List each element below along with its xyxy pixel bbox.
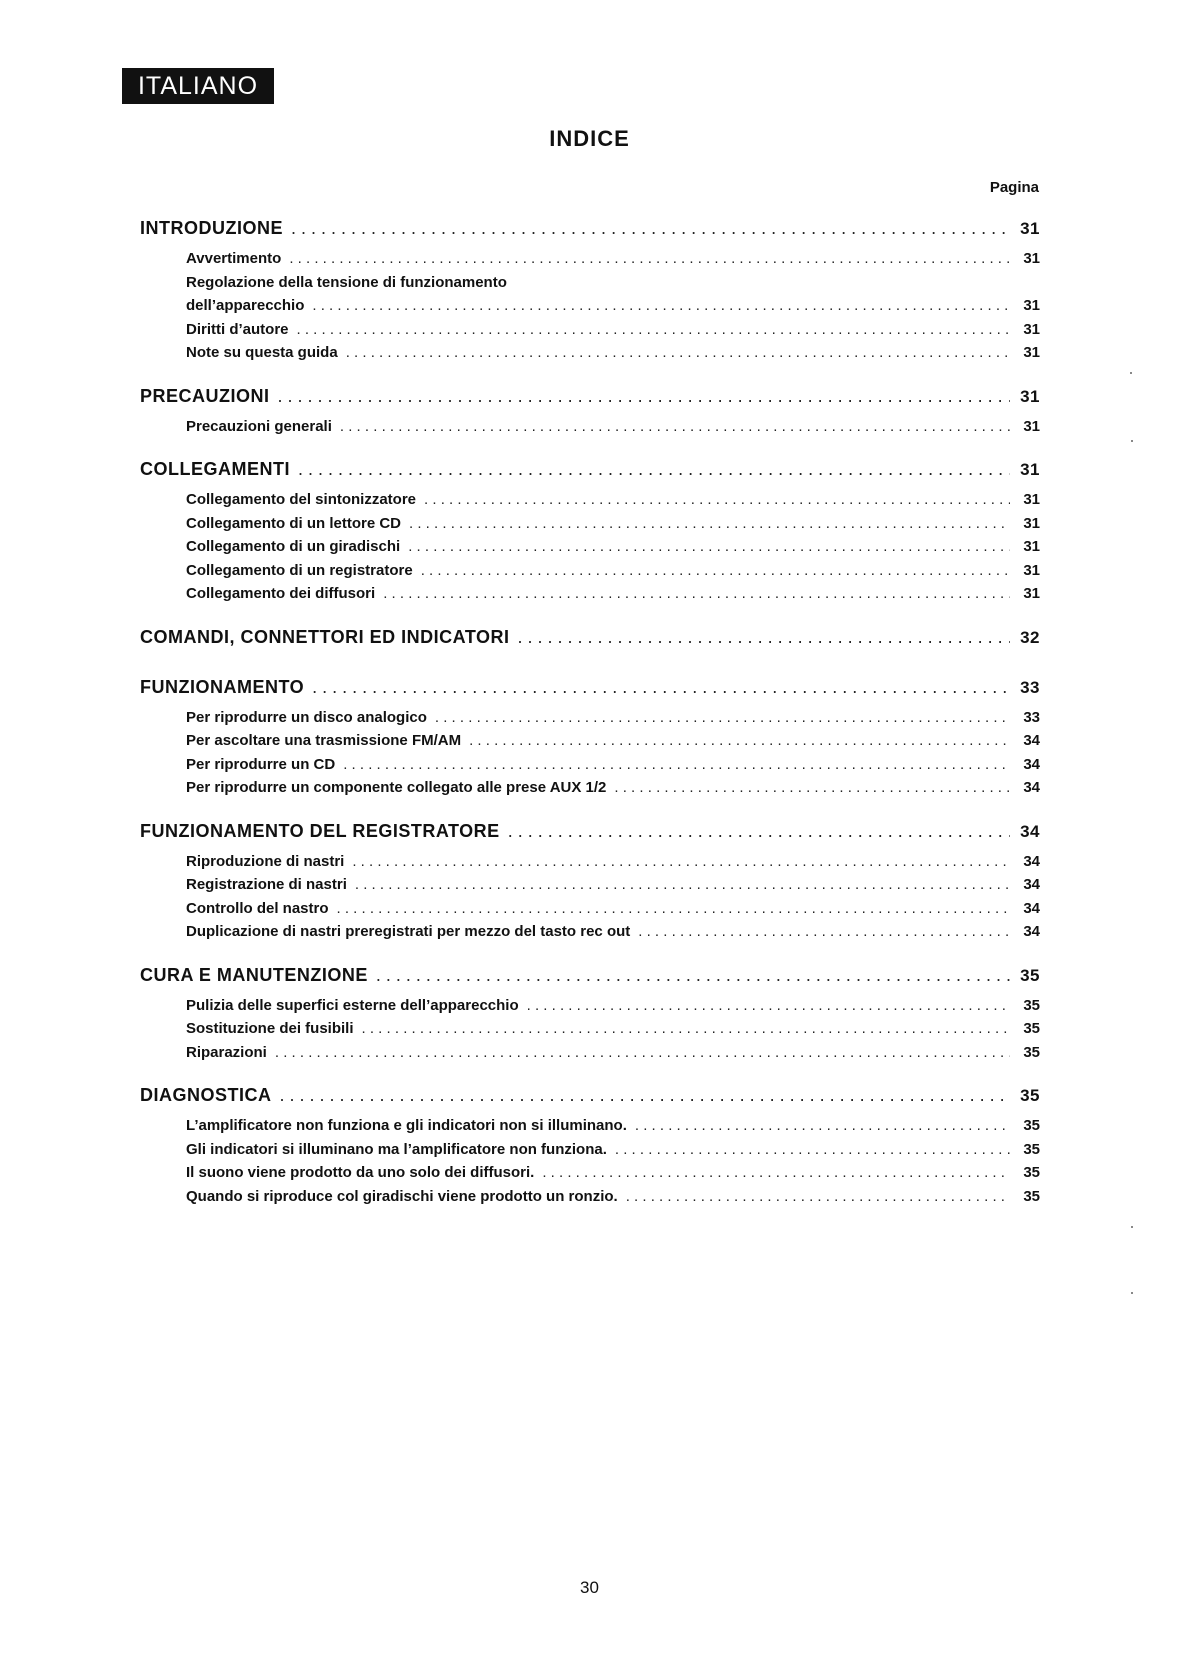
scan-speck [1131, 1226, 1133, 1228]
table-of-contents [140, 218, 1040, 1229]
dot-leader [469, 732, 1010, 749]
toc-entry [140, 491, 1040, 515]
entry-title: Collegamento di un registratore [186, 561, 413, 579]
dot-leader [352, 853, 1010, 870]
dot-leader [508, 821, 1010, 842]
toc-entry [140, 853, 1040, 877]
section-title: FUNZIONAMENTO DEL REGISTRATORE [140, 820, 500, 841]
page-number: 30 [580, 1578, 599, 1597]
entry-title: Riproduzione di nastri [186, 852, 345, 870]
entry-page: 31 [1023, 344, 1040, 361]
section-title: COLLEGAMENTI [140, 459, 290, 479]
entry-page: 31 [1023, 491, 1040, 508]
dot-leader [615, 1141, 1010, 1158]
dot-leader [280, 1085, 1011, 1106]
scan-speck [1130, 372, 1132, 374]
dot-leader [343, 756, 1010, 773]
entry-page: 34 [1023, 732, 1040, 749]
dot-leader [291, 218, 1010, 239]
entry-title: Duplicazione di nastri preregistrati per mezzo del tasto rec out [186, 923, 631, 940]
entry-title: Regolazione della tensione di funzionamento [186, 273, 507, 291]
dot-leader [275, 1044, 1010, 1061]
entry-title: Collegamento di un giradischi [186, 538, 401, 555]
toc-entry [140, 756, 1040, 780]
entry-page: 34 [1023, 899, 1040, 917]
dot-leader [376, 965, 1010, 986]
language-tab: ITALIANO [122, 68, 274, 104]
scan-speck [1131, 440, 1133, 442]
dot-leader [346, 344, 1010, 361]
section-title: INTRODUZIONE [140, 218, 283, 238]
entry-page: 34 [1023, 923, 1040, 940]
toc-section [140, 459, 1040, 609]
entry-page: 35 [1023, 1187, 1040, 1205]
section-page: 35 [1020, 965, 1040, 985]
entry-page: 34 [1023, 779, 1040, 796]
entry-title: Avvertimento [186, 250, 282, 267]
entry-title: Controllo del nastro [186, 899, 329, 917]
toc-entry [140, 538, 1040, 562]
toc-entry [140, 876, 1040, 900]
toc-entry [140, 1044, 1040, 1068]
entry-page: 34 [1023, 852, 1040, 870]
entry-title: Riparazioni [186, 1043, 267, 1061]
toc-entry [140, 997, 1040, 1021]
entry-page: 35 [1023, 1164, 1040, 1181]
entry-page: 31 [1023, 417, 1040, 435]
section-page: 32 [1020, 627, 1040, 647]
toc-section [140, 677, 1040, 803]
entry-title: Per ascoltare una trasmissione FM/AM [186, 732, 462, 749]
dot-leader [362, 1020, 1010, 1037]
toc-section-heading [140, 218, 1040, 250]
entry-page: 34 [1023, 755, 1040, 773]
entry-page: 31 [1023, 250, 1040, 267]
dot-leader [635, 1117, 1010, 1134]
toc-entry [140, 515, 1040, 539]
dot-leader [278, 386, 1010, 407]
dot-leader [312, 297, 1010, 314]
section-page: 31 [1020, 460, 1040, 479]
entry-page: 33 [1023, 708, 1040, 726]
toc-entry [140, 562, 1040, 586]
section-title: PRECAUZIONI [140, 385, 270, 406]
toc-entry [140, 1188, 1040, 1212]
entry-title: Per riprodurre un disco analogico [186, 708, 427, 726]
dot-leader [340, 418, 1010, 435]
toc-entry [140, 1020, 1040, 1044]
toc-entry [140, 1141, 1040, 1165]
toc-entry [140, 923, 1040, 947]
toc-section-heading [140, 627, 1040, 659]
section-page: 33 [1020, 677, 1040, 697]
toc-entry [140, 779, 1040, 803]
dot-leader [626, 1188, 1010, 1205]
entry-page: 31 [1023, 561, 1040, 579]
dot-leader [542, 1164, 1010, 1181]
toc-section-heading [140, 459, 1040, 491]
toc-section-heading [140, 386, 1040, 418]
toc-entry [140, 732, 1040, 756]
toc-entry [140, 418, 1040, 442]
section-page: 31 [1020, 386, 1040, 406]
entry-title: Sostituzione dei fusibili [186, 1020, 354, 1037]
dot-leader [408, 538, 1010, 555]
entry-title: Note su questa guida [186, 344, 338, 361]
section-title: COMANDI, CONNETTORI ED INDICATORI [140, 626, 510, 647]
dot-leader [614, 779, 1010, 796]
dot-leader [297, 321, 1010, 338]
section-title: CURA E MANUTENZIONE [140, 964, 368, 985]
entry-page: 35 [1023, 1140, 1040, 1158]
toc-entry [140, 321, 1040, 345]
section-page: 35 [1020, 1086, 1040, 1105]
entry-title: Il suono viene prodotto da uno solo dei diffusori. [186, 1164, 535, 1181]
entry-page: 31 [1023, 320, 1040, 338]
toc-entry [140, 585, 1040, 609]
dot-leader [435, 709, 1010, 726]
dot-leader [337, 900, 1011, 917]
dot-leader [298, 459, 1010, 480]
dot-leader [518, 627, 1010, 648]
toc-entry [140, 250, 1040, 274]
entry-title: dell’apparecchio [186, 297, 305, 314]
toc-section [140, 218, 1040, 368]
entry-page: 35 [1023, 996, 1040, 1014]
entry-title: L’amplificatore non funziona e gli indicatori non si illuminano. [186, 1117, 627, 1134]
toc-section [140, 965, 1040, 1068]
toc-section-heading [140, 1085, 1040, 1117]
toc-entry [140, 1164, 1040, 1188]
entry-page: 31 [1023, 297, 1040, 314]
page-title: INDICE [549, 126, 630, 151]
toc-section [140, 627, 1040, 659]
dot-leader [312, 677, 1010, 698]
dot-leader [527, 997, 1010, 1014]
entry-page: 31 [1023, 514, 1040, 532]
dot-leader [383, 585, 1010, 602]
toc-entry [140, 709, 1040, 733]
entry-page: 35 [1023, 1043, 1040, 1061]
entry-title: Collegamento dei diffusori [186, 585, 376, 602]
section-page: 34 [1020, 821, 1040, 841]
entry-page: 31 [1023, 538, 1040, 555]
toc-section-heading [140, 965, 1040, 997]
section-page: 31 [1020, 219, 1040, 238]
dot-leader [421, 562, 1010, 579]
scan-speck [1131, 1292, 1133, 1294]
section-title: FUNZIONAMENTO [140, 676, 305, 697]
toc-entry [140, 900, 1040, 924]
toc-entry [140, 1117, 1040, 1141]
entry-title: Per riprodurre un componente collegato alle prese AUX 1/2 [186, 779, 607, 796]
toc-entry [140, 344, 1040, 368]
dot-leader [289, 250, 1010, 267]
entry-title: Per riprodurre un CD [186, 755, 336, 773]
entry-title: Precauzioni generali [186, 417, 332, 435]
entry-page: 34 [1023, 876, 1040, 893]
toc-entry-wrapped [140, 274, 1040, 298]
entry-page: 35 [1023, 1020, 1040, 1037]
entry-title: Collegamento di un lettore CD [186, 514, 402, 532]
toc-section-heading [140, 677, 1040, 709]
dot-leader [355, 876, 1010, 893]
page-column-label: Pagina [989, 179, 1039, 196]
entry-title: Collegamento del sintonizzatore [186, 491, 417, 508]
entry-page: 35 [1023, 1117, 1040, 1134]
section-title: DIAGNOSTICA [140, 1085, 272, 1105]
toc-section [140, 821, 1040, 947]
entry-title: Diritti d’autore [186, 320, 289, 338]
toc-entry [140, 297, 1040, 321]
toc-section-heading [140, 821, 1040, 853]
toc-section [140, 386, 1040, 442]
dot-leader [409, 515, 1010, 532]
entry-title: Quando si riproduce col giradischi viene prodotto un ronzio. [186, 1187, 618, 1205]
entry-title: Gli indicatori si illuminano ma l’amplificatore non funziona. [186, 1140, 607, 1158]
toc-section [140, 1085, 1040, 1211]
dot-leader [638, 923, 1010, 940]
entry-page: 31 [1023, 585, 1040, 602]
entry-title: Pulizia delle superfici esterne dell’apparecchio [186, 996, 519, 1014]
entry-title: Registrazione di nastri [186, 876, 347, 893]
dot-leader [424, 491, 1010, 508]
